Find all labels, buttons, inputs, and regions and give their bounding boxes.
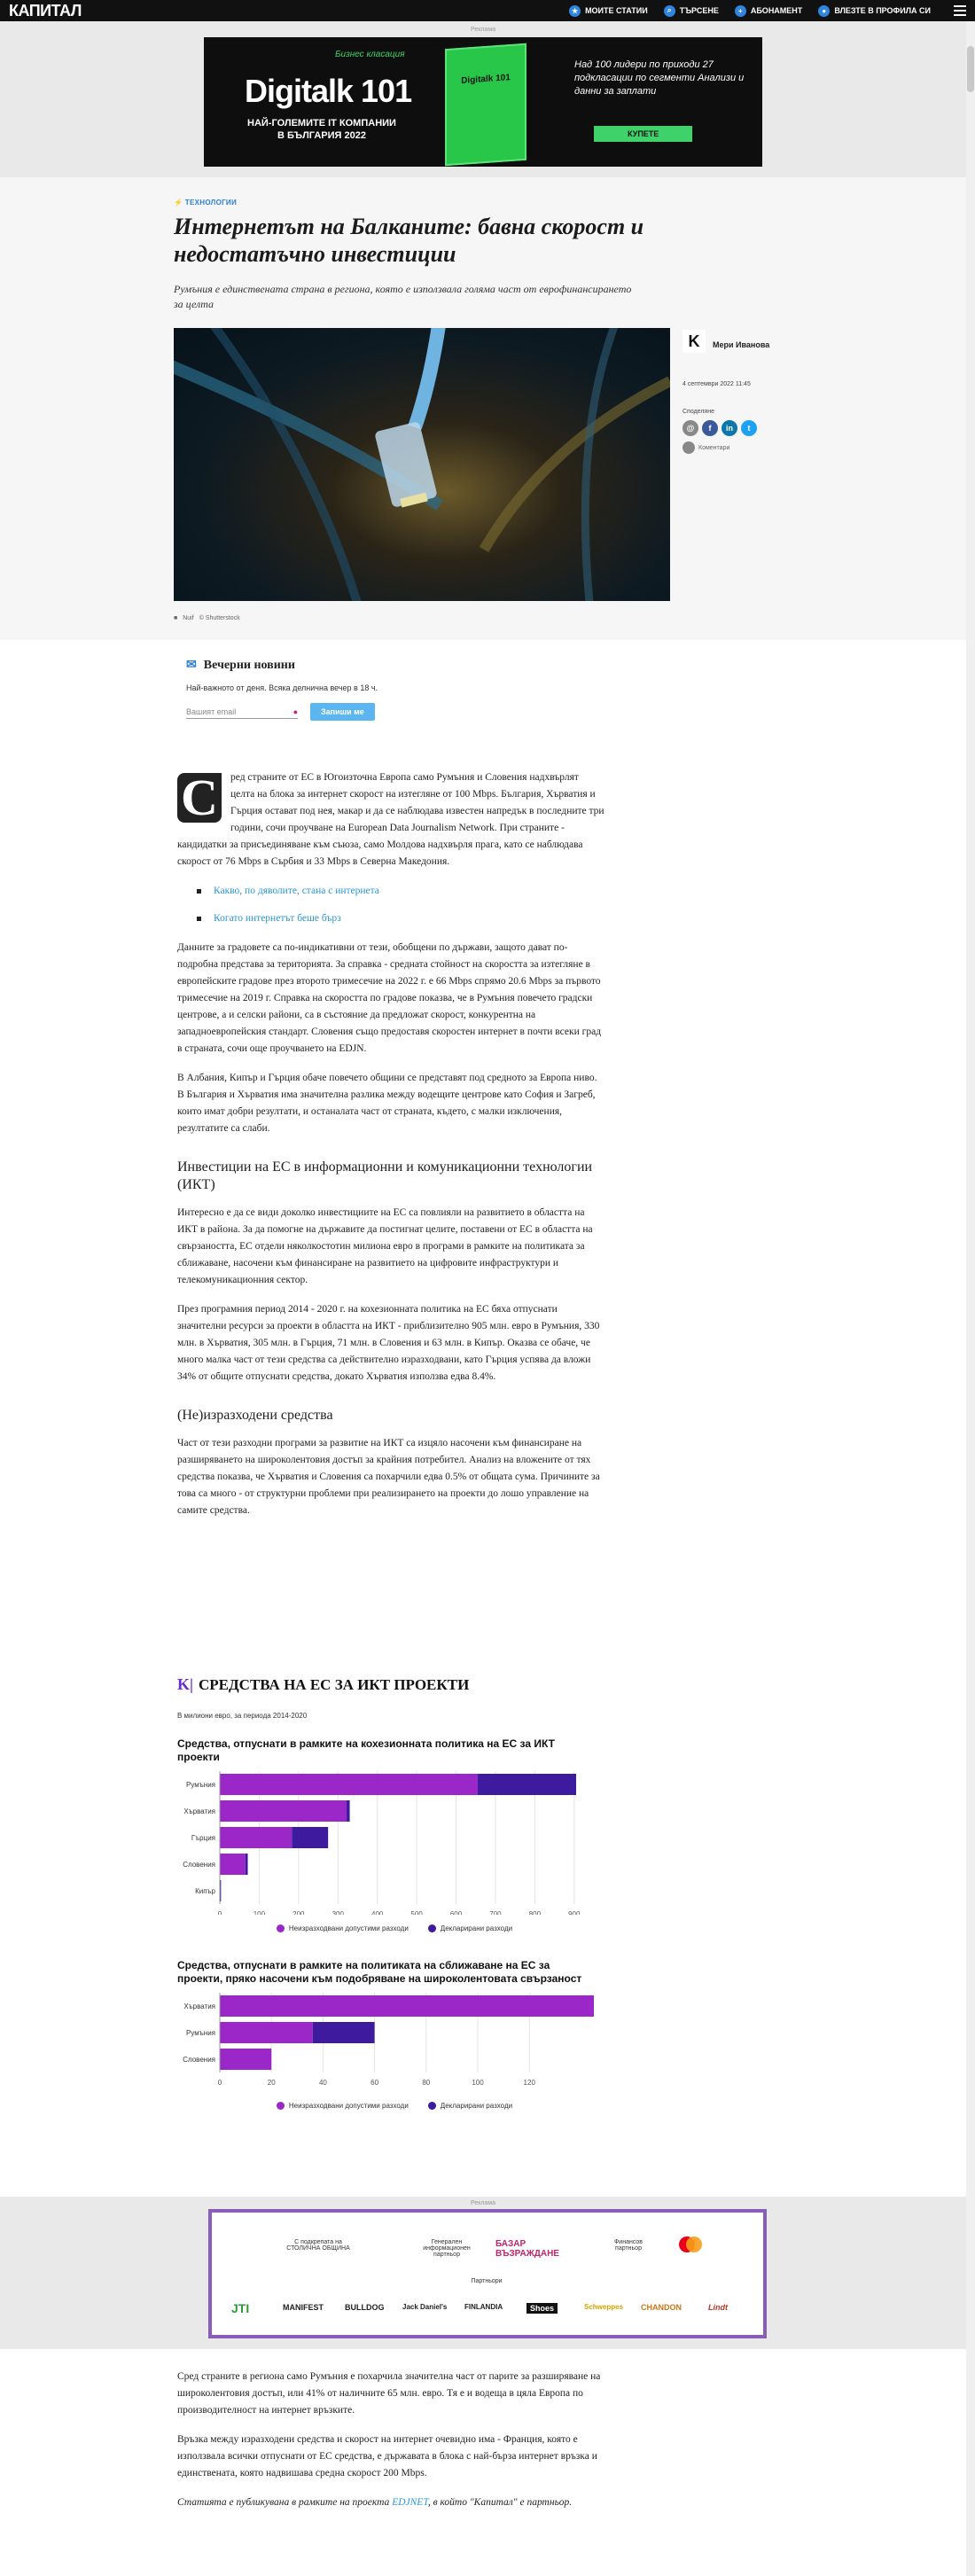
x-tick-label: 800 bbox=[528, 1910, 542, 1915]
x-tick-label: 400 bbox=[371, 1910, 384, 1915]
legend-dot bbox=[428, 2102, 436, 2110]
star-icon: ★ bbox=[569, 5, 581, 17]
bar-segment[interactable] bbox=[220, 1995, 594, 2017]
comments-link[interactable] bbox=[682, 441, 780, 454]
scrollbar-thumb[interactable] bbox=[967, 46, 974, 92]
photo-credit-b: © Shutterstock bbox=[199, 615, 240, 621]
chart-2-plot bbox=[177, 1986, 603, 2092]
bar-segment[interactable] bbox=[220, 1827, 292, 1848]
legend-dot bbox=[428, 1924, 436, 1932]
ad2-brand-lindt: Lindt bbox=[708, 2303, 728, 2312]
chart-1-plot bbox=[177, 1764, 603, 1915]
ad2-media-partner: Генерален информационен партньор bbox=[423, 2239, 471, 2258]
newsletter-form bbox=[186, 703, 479, 721]
ad2-brand-bulldog: BULLDOG bbox=[345, 2303, 385, 2312]
article-body bbox=[177, 769, 604, 1532]
category-label: Румъния bbox=[186, 2029, 215, 2037]
category-label: Гърция bbox=[191, 1834, 215, 1842]
camera-icon: ■ bbox=[174, 615, 178, 621]
chart-header bbox=[177, 1675, 612, 1694]
linkedin-share-icon[interactable]: in bbox=[722, 420, 737, 436]
ad2-brand-finlandia: FINLANDIA bbox=[464, 2303, 503, 2311]
legend-2-label-2: Декларирани разходи bbox=[440, 2102, 513, 2110]
x-tick-label: 700 bbox=[489, 1910, 502, 1915]
plus-icon: + bbox=[735, 5, 746, 17]
x-tick-label: 60 bbox=[370, 2079, 379, 2087]
final-paragraph-2: Връзка между изразходени средства и скорост на интернет очевидно има - Франция, която е използвала всички отпуснати от ЕС средства, е държавата в блока с най-бърза интернет връзка и единствената, която надвишава средна скорост 200 Mbps. bbox=[177, 2434, 597, 2478]
x-tick-label: 20 bbox=[267, 2079, 276, 2087]
ad-copy: Над 100 лидери по приходи 27 подкласации по сегменти Анализи и данни за заплати bbox=[574, 59, 745, 97]
chart-2-legend bbox=[177, 2102, 612, 2110]
ad-book-title: Digitalk 101 bbox=[461, 73, 511, 86]
paragraph-6: Част от тези разходни програми за развитие на ИКТ са изцяло насочени към финансиране на разширяването на широколентовия достъп за крайния потребител. Анализ на вложените от тях средства показва, че Хърватия и Словения са похарчили едва 0.5% от общата сума. Причините за това са много - от структурни проблеми при реализирането на проекти до лошо управление на самите средства. bbox=[177, 1438, 600, 1516]
x-tick-label: 0 bbox=[217, 2079, 222, 2087]
scrollbar-track[interactable] bbox=[966, 21, 975, 2576]
author-logo: K bbox=[682, 330, 706, 353]
dropcap: С bbox=[177, 773, 222, 823]
chart-unit: В милиони евро, за периода 2014-2020 bbox=[177, 1712, 308, 1720]
final-note-b: , в който "Капитал" е партньор. bbox=[427, 2497, 573, 2508]
related-link-2-label: Когато интернетът беше бърз bbox=[214, 913, 341, 924]
nav-subscribe-label: АБОНАМЕНТ bbox=[750, 6, 803, 15]
newsletter-email-placeholder: Вашият email bbox=[186, 706, 237, 716]
ad2-support: С подкрепата на СТОЛИЧНА ОБЩИНА bbox=[286, 2239, 350, 2252]
article-hero bbox=[0, 177, 966, 640]
nav-login-label: ВЛЕЗТЕ В ПРОФИЛА СИ bbox=[834, 6, 931, 15]
recaptcha-icon: ● bbox=[292, 706, 298, 716]
article-category-label: ТЕХНОЛОГИИ bbox=[184, 199, 238, 207]
x-tick-label: 900 bbox=[568, 1910, 581, 1915]
category-label: Кипър bbox=[195, 1887, 215, 1895]
category-label: Словения bbox=[183, 2056, 215, 2064]
user-icon: ● bbox=[818, 5, 830, 17]
bar-segment[interactable] bbox=[313, 2022, 375, 2043]
comments-label: Коментари bbox=[698, 444, 730, 451]
x-tick-label: 200 bbox=[292, 1910, 305, 1915]
ad-brand: Digitalk 101 bbox=[245, 73, 412, 109]
share-label: Споделяне bbox=[682, 409, 714, 415]
x-tick-label: 0 bbox=[217, 1910, 222, 1915]
bar-segment[interactable] bbox=[478, 1774, 576, 1795]
article-title: Интернетът на Балканите: бавна скорост и недостатъчно инвестиции bbox=[174, 214, 644, 267]
photo-credit bbox=[174, 615, 240, 621]
paragraph-2: Данните за градовете са по-индикативни от тези, обобщени по държави, защото дават по-подробна представа за територията. За справка - средната стойност на скоростта за изтегляне в европейските градове през второто тримесечие на 2022 г. е 66 Mbps спрямо 20.6 Mbps за първото тримесечие на 2019 г. Справка на скоростта по градове показва, че в Румъния повечето градски центрове, а и селски райони, са в състояние да предложат скорост, конкурентна на западноевропейския стандарт. Словения също предоставя скоростен интернет в почти всеки град в страната, сочи още проучването на EDJN. bbox=[177, 942, 602, 1054]
nav-search-label: ТЪРСЕНЕ bbox=[679, 6, 719, 15]
subheading-1: Инвестиции на ЕС в информационни и комуникационни технологии (ИКТ) bbox=[177, 1159, 593, 1192]
related-link-1[interactable] bbox=[197, 883, 604, 900]
ad2-brand-jti: JTI bbox=[231, 2301, 250, 2315]
ad-label-bottom: Реклама bbox=[470, 2200, 496, 2206]
nav-login[interactable] bbox=[818, 5, 931, 17]
ad-banner-bazar[interactable] bbox=[208, 2209, 767, 2338]
bar-segment[interactable] bbox=[246, 1854, 248, 1875]
ad2-brand-shoes: Shoes bbox=[526, 2303, 558, 2314]
mastercard-logo bbox=[677, 2236, 704, 2253]
legend-1-label-2: Декларирани разходи bbox=[440, 1924, 513, 1932]
category-label: Хърватия bbox=[183, 1807, 215, 1815]
ad-buy-button[interactable]: КУПЕТЕ bbox=[594, 126, 692, 142]
ad2-financial-partner: Финансов партньор bbox=[613, 2239, 644, 2252]
ad-label: Реклама bbox=[470, 27, 496, 33]
ad2-brand-jack: Jack Daniel's bbox=[402, 2303, 448, 2311]
edjnet-link[interactable]: EDJNET bbox=[392, 2497, 428, 2508]
chart-logo: K| bbox=[177, 1675, 193, 1693]
paragraph-1-text: ред страните от ЕС в Югоизточна Европа само Румъния и Словения надхвърлят целта на блока за интернет скорост на изтегляне от 100 Mbps. България, Хърватия и Гърция остават под нея, макар и да се наблюдава известен напредък в последните три години, сочи проучване на European Data Journalism Network. При страните - кандидатки за присъединяване към съюза, само Молдова надхвърля прага, като се наблюдава скорост от 76 Mbps в Сърбия и 33 Mbps в Северна Македония. bbox=[177, 772, 604, 867]
ad2-brand-chandon: CHANDON bbox=[641, 2303, 682, 2312]
search-icon: ⌕ bbox=[664, 5, 675, 17]
final-paragraph-1: Сред страните в региона само Румъния е похарчила значителна част от парите за разширяване на широколентовия достъп, или 41% от наличните 65 млн. евро. Тя е и водеща в цяла Европа по производителност на интернет връзките. bbox=[177, 2371, 601, 2416]
x-tick-label: 40 bbox=[318, 2079, 327, 2087]
x-tick-label: 300 bbox=[332, 1910, 344, 1915]
chart-2-title: Средства, отпуснати в рамките на политиката на сближаване на ЕС за проекти, пряко насочени към подобряване на широколентовата свързаност bbox=[177, 1959, 582, 1985]
related-link-1-label: Какво, по дяволите, стана с интернета bbox=[214, 886, 379, 896]
comments-icon bbox=[682, 441, 695, 454]
bar-segment[interactable] bbox=[220, 1854, 246, 1875]
share-buttons bbox=[682, 420, 780, 436]
related-links bbox=[197, 883, 604, 927]
legend-1-item-2 bbox=[428, 1924, 512, 1932]
bar-segment[interactable] bbox=[220, 2022, 313, 2043]
nav-my-articles-label: МОИТЕ СТАТИИ bbox=[585, 6, 648, 15]
facebook-share-icon[interactable]: f bbox=[702, 420, 718, 436]
ad2-main-brand: БАЗАР ВЪЗРАЖДАНЕ bbox=[495, 2239, 559, 2259]
email-share-icon[interactable]: @ bbox=[682, 420, 698, 436]
x-tick-label: 100 bbox=[253, 1910, 266, 1915]
ad-banner-digitalk[interactable] bbox=[204, 37, 762, 167]
bar-segment[interactable] bbox=[220, 2049, 271, 2070]
newsletter-subtitle: Най-важното от деня. Всяка делнична вечер в 18 ч. bbox=[186, 683, 378, 692]
paragraph-1 bbox=[177, 769, 604, 870]
cable-illustration bbox=[174, 328, 670, 601]
category-label: Хърватия bbox=[183, 2002, 215, 2010]
ad-book-image bbox=[445, 43, 526, 166]
bar-segment[interactable] bbox=[220, 1774, 478, 1795]
category-label: Словения bbox=[183, 1861, 215, 1869]
author-name[interactable]: Мери Иванова bbox=[713, 340, 770, 349]
chart-1-title: Средства, отпуснати в рамките на кохезионната политика на ЕС за ИКТ проекти bbox=[177, 1737, 555, 1763]
newsletter-header bbox=[186, 658, 479, 673]
legend-2-item-2 bbox=[428, 2102, 512, 2110]
legend-2-item-1 bbox=[277, 2102, 409, 2110]
menu-icon[interactable] bbox=[954, 5, 966, 16]
paragraph-3: В Албания, Кипър и Гърция обаче повечето общини се представят под средното за Европа ниво. В България и Хърватия има значителна разлика между водещите центрове като София и Загреб, които имат добри резултати, и останалата част от страната, където, с малки изключения, резултатите са слаби. bbox=[177, 1073, 597, 1134]
x-tick-label: 80 bbox=[422, 2079, 431, 2087]
legend-1-label-1: Неизразходвани допустими разходи bbox=[288, 1924, 409, 1932]
newsletter-submit-button[interactable]: Запиши ме bbox=[310, 703, 375, 721]
chart-title: СРЕДСТВА НА ЕС ЗА ИКТ ПРОЕКТИ bbox=[198, 1675, 470, 1693]
nav-actions bbox=[569, 5, 966, 17]
paragraph-4: Интересно е да се види доколко инвестициите на ЕС са повлияли на развитието в областта на ИКТ в района. За да помогне на държавите да постигнат целите, поставени от ЕС в областта на свързаността, ЕС отдели няколкостотин милиона евро в програми в рамките на политиката за сближаване, насочени към финансиране на развитието на цифровите инфраструктури и телекомуникационния сектор. bbox=[177, 1207, 593, 1285]
ad-subtitle: НАЙ-ГОЛЕМИТЕ IT КОМПАНИИ В БЪЛГАРИЯ 2022 bbox=[247, 118, 396, 141]
eu-ict-funds-chart bbox=[177, 1675, 612, 2110]
ad-tag: Бизнес класация bbox=[335, 50, 405, 59]
bar-segment[interactable] bbox=[220, 1800, 347, 1822]
x-tick-label: 120 bbox=[523, 2079, 535, 2087]
legend-1-item-1 bbox=[277, 1924, 409, 1932]
bar-segment[interactable] bbox=[292, 1827, 328, 1848]
article-conclusion bbox=[177, 2369, 604, 2524]
photo-credit-a: Nuif bbox=[183, 615, 194, 621]
newsletter-signup bbox=[186, 658, 479, 721]
top-navigation bbox=[0, 0, 975, 21]
x-tick-label: 100 bbox=[472, 2079, 484, 2087]
ad2-brand-manifest: MANIFEST bbox=[283, 2303, 324, 2312]
nav-my-articles[interactable] bbox=[569, 5, 648, 17]
related-link-2[interactable] bbox=[197, 910, 604, 927]
newsletter-title: Вечерни новини bbox=[203, 658, 295, 672]
envelope-icon: ✉ bbox=[186, 659, 197, 672]
final-note-a: Статията е публикувана в рамките на проекта bbox=[177, 2497, 393, 2508]
x-tick-label: 600 bbox=[449, 1910, 463, 1915]
publish-date: 4 септември 2022 11:45 bbox=[682, 381, 751, 387]
ad2-brand-schweppes: Schweppes bbox=[584, 2303, 624, 2311]
final-note bbox=[177, 2494, 604, 2511]
nav-search[interactable] bbox=[664, 5, 719, 17]
article-category[interactable]: ⚡ ТЕХНОЛОГИИ bbox=[174, 199, 238, 207]
legend-dot bbox=[277, 1924, 285, 1932]
article-photo-ethernet-cable bbox=[174, 328, 670, 601]
subheading-2: (Не)изразходени средства bbox=[177, 1408, 333, 1423]
newsletter-email-input[interactable] bbox=[186, 706, 298, 719]
chart-1-legend bbox=[177, 1924, 612, 1932]
author-panel bbox=[682, 330, 780, 454]
article-lead: Румъния е единствената страна в региона, която е използвала голяма част от еврофинансирането за целта bbox=[174, 283, 632, 310]
category-label: Румъния bbox=[186, 1781, 215, 1789]
legend-dot bbox=[277, 2102, 285, 2110]
site-logo[interactable]: КАПИТАЛ bbox=[9, 1, 82, 20]
ad-band-top bbox=[0, 21, 966, 177]
bar-segment[interactable] bbox=[347, 1800, 350, 1822]
x-tick-label: 500 bbox=[410, 1910, 423, 1915]
paragraph-5: През програмния период 2014 - 2020 г. на кохезионната политика на ЕС бяха отпуснати значителни ресурси за проекти в областта на ИКТ - приблизително 905 млн. евро в Румъния, 330 млн. в Хърватия, 305 млн. в Гърция, 71 млн. в Словения и 63 млн. в Кипър. Оказва се обаче, че много малка част от тези средства са действително изразходвани, като Гърция успява да вложи 34% от общите отпуснати средства, докато Хърватия използва едва 8.4%. bbox=[177, 1304, 600, 1382]
ad2-partners-label: Партньори bbox=[471, 2278, 503, 2284]
nav-subscribe[interactable] bbox=[735, 5, 802, 17]
twitter-share-icon[interactable]: t bbox=[741, 420, 757, 436]
legend-2-label-1: Неизразходвани допустими разходи bbox=[288, 2102, 409, 2110]
